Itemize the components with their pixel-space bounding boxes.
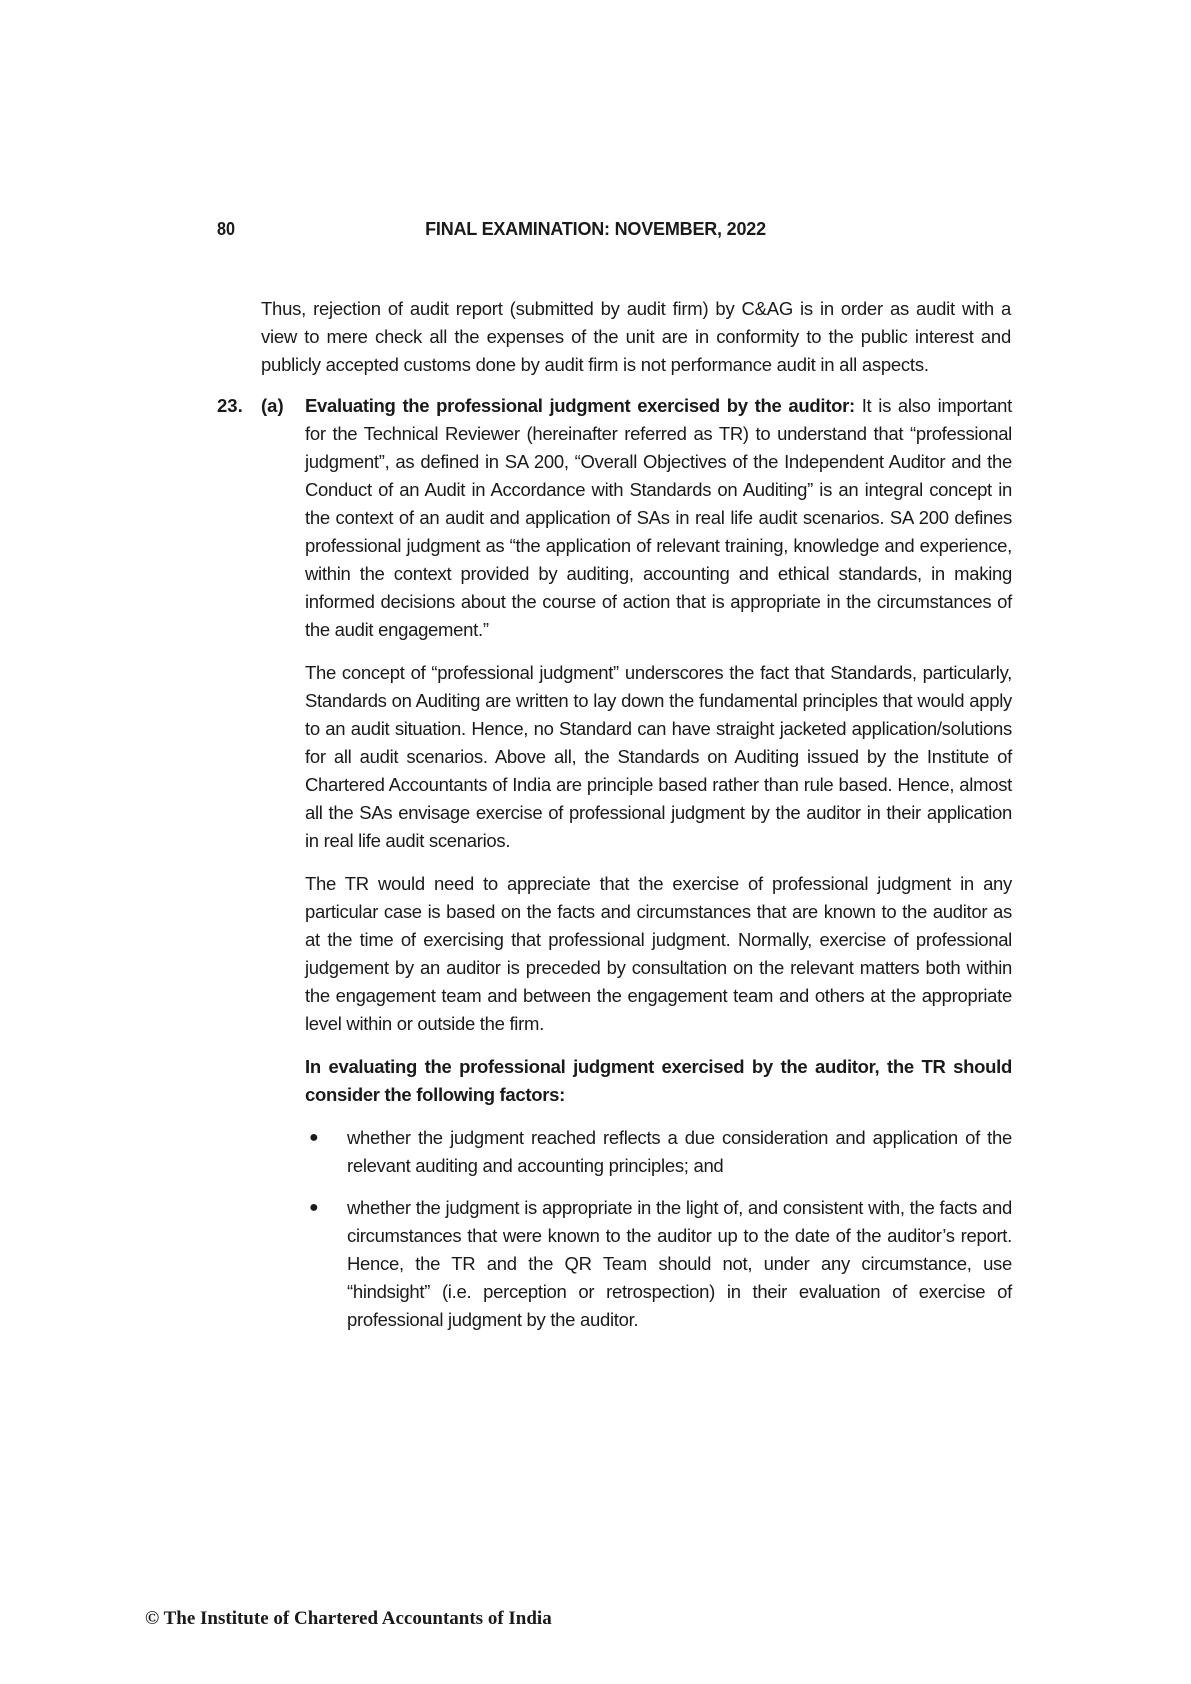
factors-heading: In evaluating the professional judgment exercised by the auditor, the TR should consider the following factors: bbox=[305, 1056, 1012, 1105]
bullet-text: whether the judgment reached reflects a due consideration and application of the relevant auditing and accounting principles; and bbox=[347, 1127, 1012, 1176]
footer-copyright: © The Institute of Chartered Accountants of India bbox=[145, 1608, 552, 1629]
answer-paragraph-2: The concept of “professional judgment” underscores the fact that Standards, particularly, Standards on Auditing are written to lay down the fundamental principles that would apply to an audit situation. Hence, no Standard can have straight jacketed application/solutions for all audit scenarios. Above all, the Standards on Auditing issued by the Institute of Chartered Accountants of India are principle based rather than rule based. Hence, almost all the SAs envisage exercise of professional judgment by the auditor in their application in real life audit scenarios. bbox=[305, 662, 1012, 851]
factors-list bbox=[305, 1124, 1012, 1334]
answer-paragraph-1 bbox=[305, 392, 1012, 644]
answer-heading: Evaluating the professional judgment exercised by the auditor: bbox=[305, 395, 855, 416]
list-item bbox=[305, 1124, 1012, 1180]
question-part-label: (a) bbox=[261, 395, 284, 416]
answer-paragraph-3: The TR would need to appreciate that the exercise of professional judgment in any particular case is based on the facts and circumstances that are known to the auditor as at the time of exercising that professional judgment. Normally, exercise of professional judgement by an auditor is preceded by consultation on the relevant matters both within the engagement team and between the engagement team and others at the appropriate level within or outside the firm. bbox=[305, 873, 1012, 1034]
answer-paragraph-1-text: It is also important for the Technical Reviewer (hereinafter referred as TR) to understand that “professional judgment”, as defined in SA 200, “Overall Objectives of the Independent Auditor and the Conduct of an Audit in Accordance with Standards on Auditing” is an integral concept in the context of an audit and application of SAs in real life audit scenarios. SA 200 defines professional judgment as “the application of relevant training, knowledge and experience, within the context provided by auditing, accounting and ethical standards, in making informed decisions about the course of action that is appropriate in the circumstances of the audit engagement.” bbox=[305, 395, 1012, 640]
bullet-text: whether the judgment is appropriate in the light of, and consistent with, the facts and circumstances that were known to the auditor up to the date of the auditor’s report. Hence, the TR and the QR Team should not, under any circumstance, use “hindsight” (i.e. perception or retrospection) in their evaluation of exercise of professional judgment by the auditor. bbox=[347, 1197, 1012, 1330]
answer-body bbox=[305, 392, 1012, 1348]
question-number: 23. bbox=[217, 395, 243, 416]
page-number: 80 bbox=[217, 219, 236, 239]
bullet-icon: ● bbox=[309, 1199, 319, 1216]
list-item bbox=[305, 1194, 1012, 1334]
page-header-title: FINAL EXAMINATION: NOVEMBER, 2022 bbox=[425, 219, 766, 239]
intro-paragraph: Thus, rejection of audit report (submitted by audit firm) by C&AG is in order as audit with a view to mere check all the expenses of the unit are in conformity to the public interest and publicly accepted customs done by audit firm is not performance audit in all aspects. bbox=[261, 298, 1011, 375]
bullet-icon: ● bbox=[309, 1129, 319, 1146]
